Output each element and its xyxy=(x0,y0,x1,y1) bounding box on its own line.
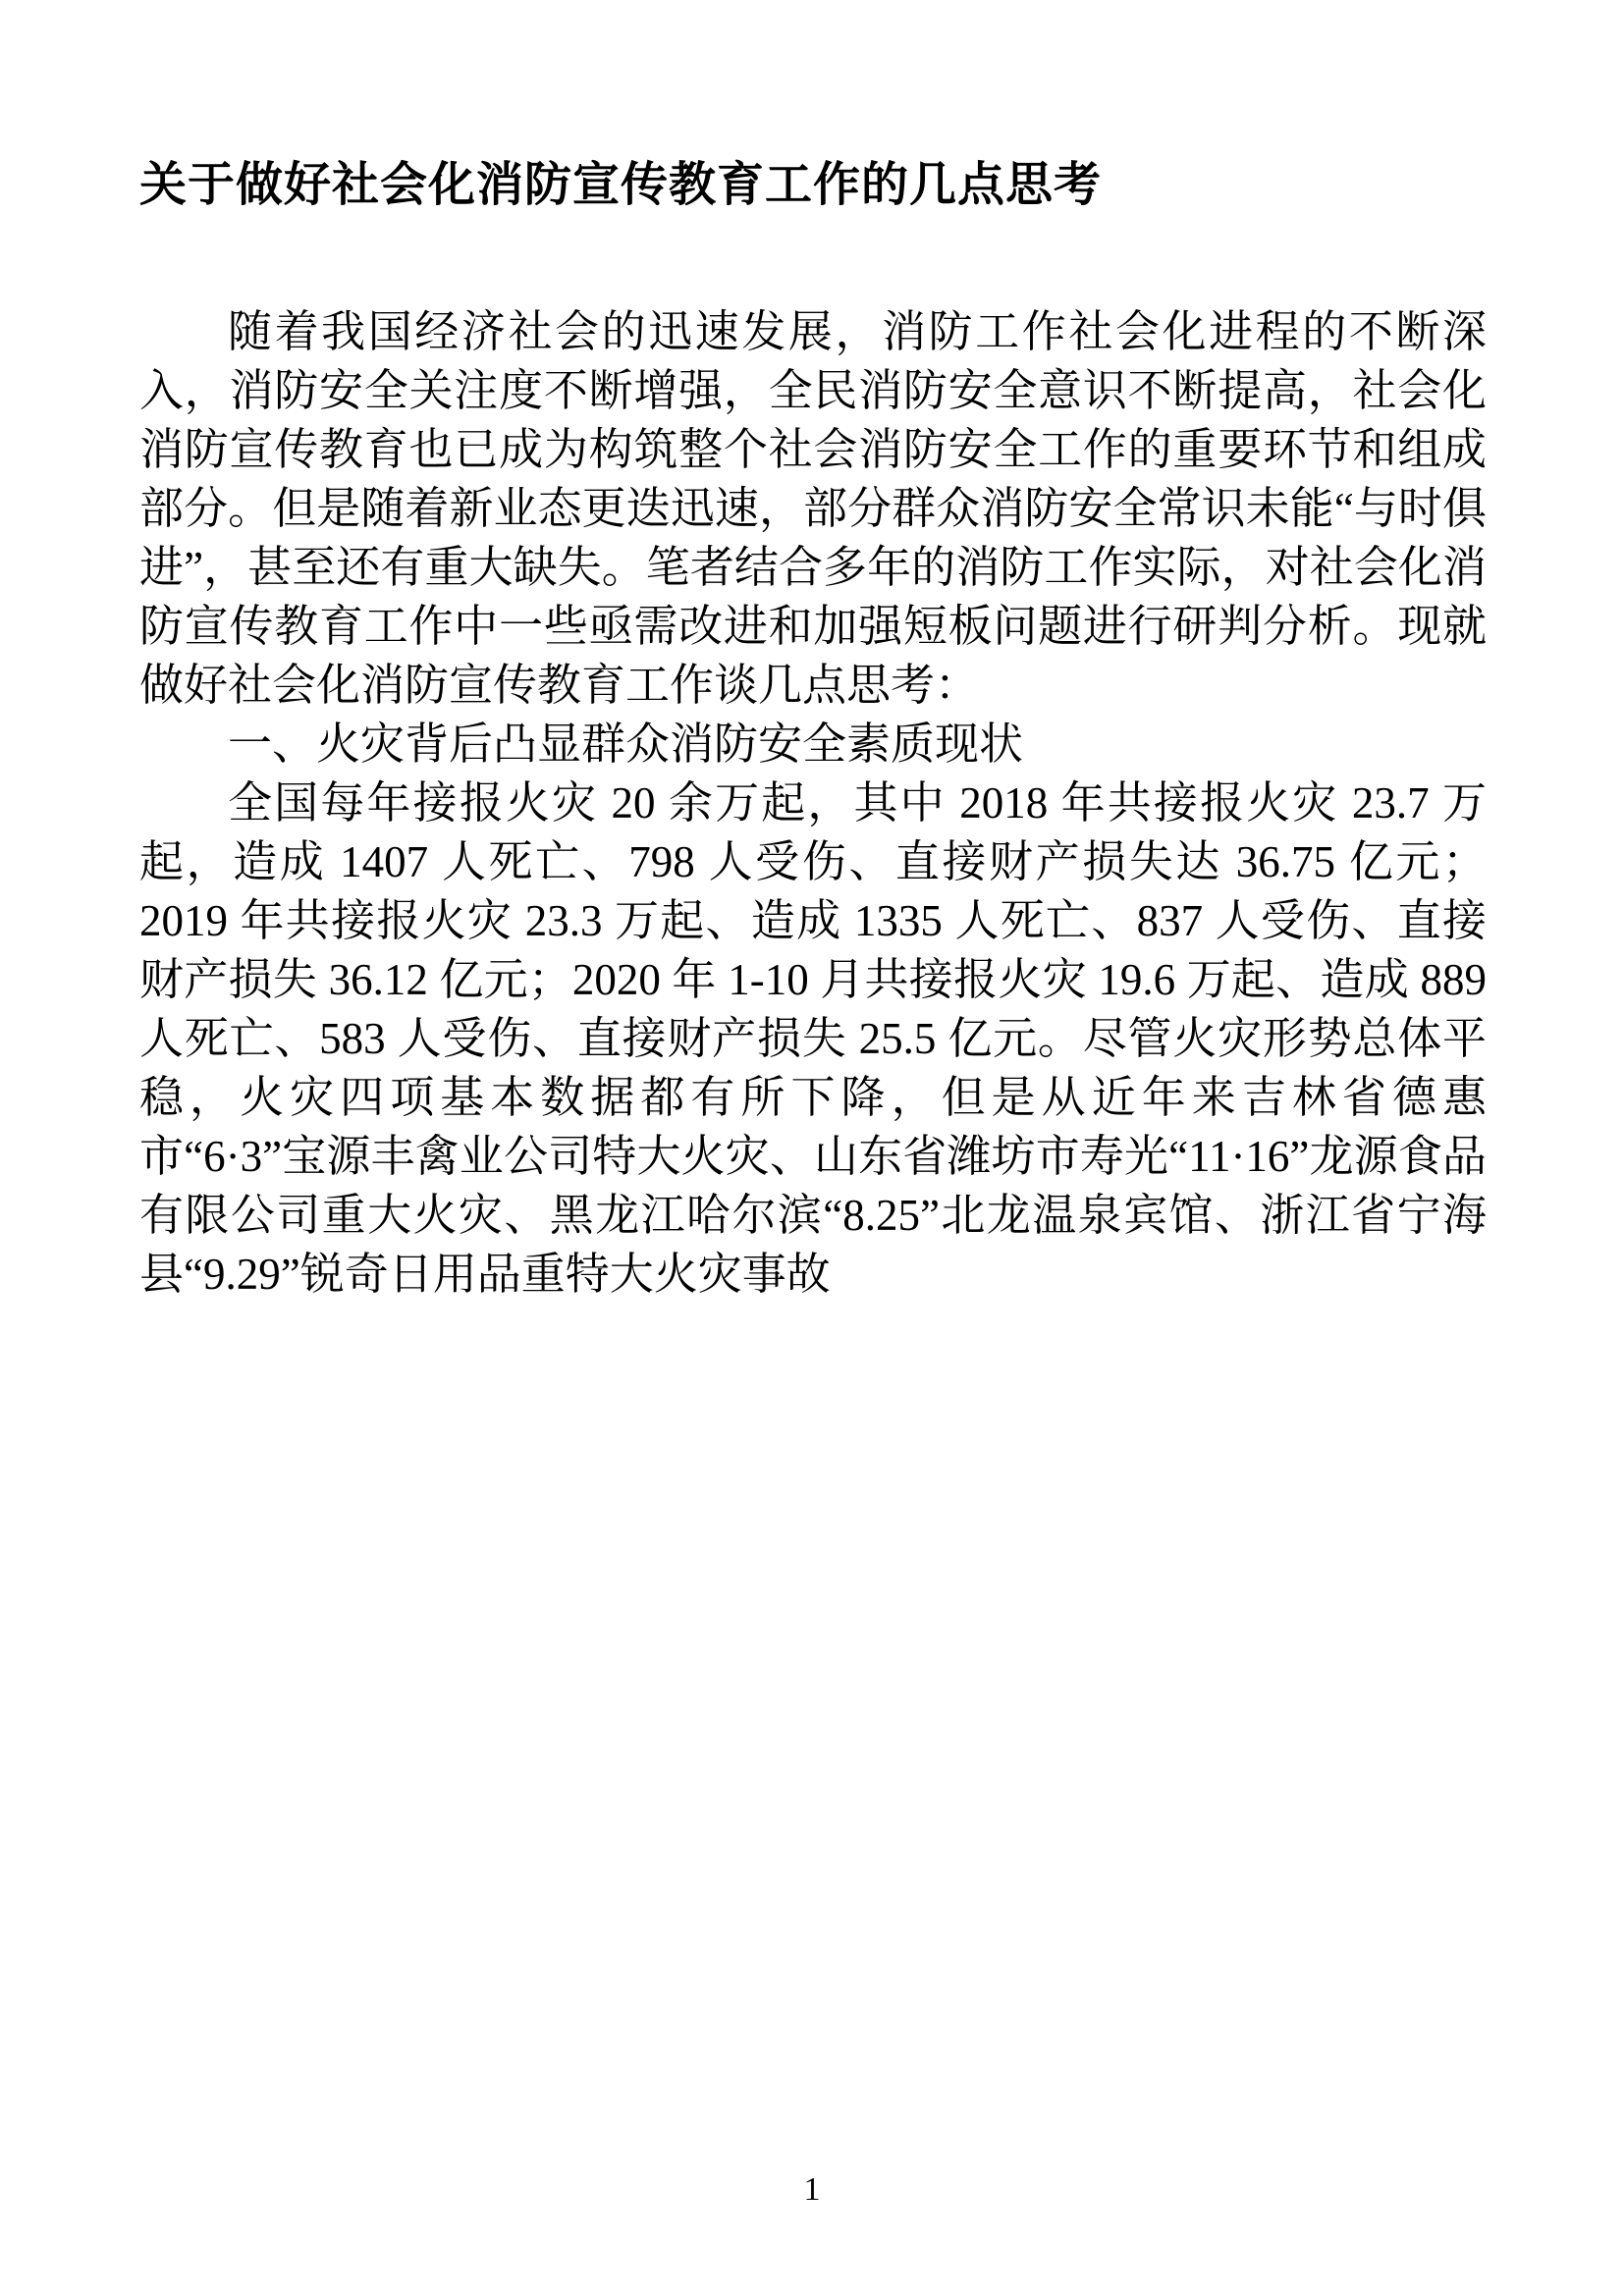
paragraph-intro: 随着我国经济社会的迅速发展，消防工作社会化进程的不断深入，消防安全关注度不断增强，全民消防安全意识不断提高，社会化消防宣传教育也已成为构筑整个社会消防安全工作的重要环节和组成部分。但是随着新业态更迭迅速，部分群众消防安全常识未能“与时俱进”，甚至还有重大缺失。笔者结合多年的消防工作实际，对社会化消防宣传教育工作中一些亟需改进和加强短板问题进行研判分析。现就做好社会化消防宣传教育工作谈几点思考： xyxy=(139,307,1487,710)
page-number: 1 xyxy=(803,2171,821,2208)
section-heading-1: 一、火灾背后凸显群众消防安全素质现状 xyxy=(228,720,1024,769)
document-body xyxy=(139,302,1487,1304)
paragraph-fire-statistics: 全国每年接报火灾 20 余万起，其中 2018 年共接报火灾 23.7 万起，造成 1407 人死亡、798 人受伤、直接财产损失达 36.75 亿元；2019 年共接报火灾 23.3 万起、造成 1335 人死亡、837 人受伤、直接财产损失 36.12 亿元；2020 年 1-10 月共接报火灾 19.6 万起、造成 889 人死亡、583 人受伤、直接财产损失 25.5 亿元。尽管火灾形势总体平稳，火灾四项基本数据都有所下降，但是从近年来吉林省德惠市“6·3”宝源丰禽业公司特大火灾、山东省潍坊市寿光“11·16”龙源食品有限公司重大火灾、黑龙江哈尔滨“8.25”北龙温泉宾馆、浙江省宁海县“9.29”锐奇日用品重特大火灾事故 xyxy=(139,778,1487,1299)
document-title: 关于做好社会化消防宣传教育工作的几点思考 xyxy=(139,159,1103,211)
